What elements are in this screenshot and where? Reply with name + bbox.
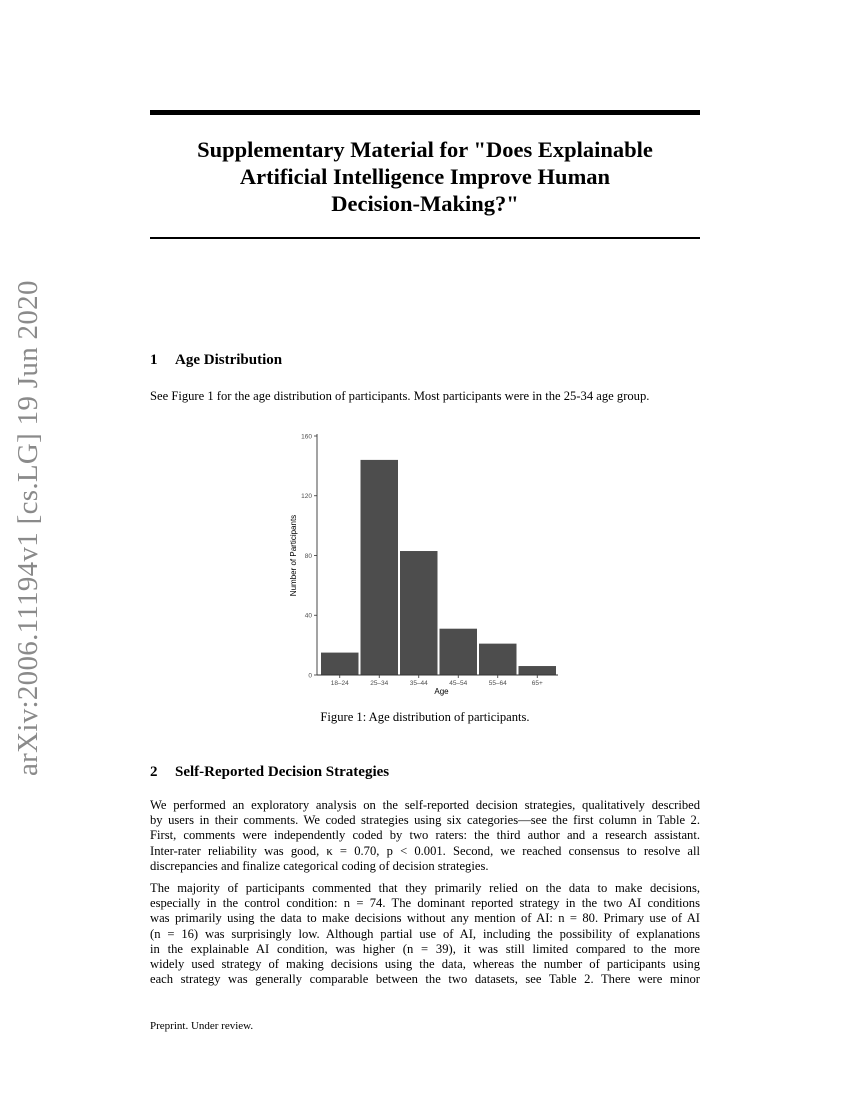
bar-18–24 xyxy=(321,653,359,675)
bar-55–64 xyxy=(479,644,517,675)
section-title: Age Distribution xyxy=(175,352,283,368)
bar-25–34 xyxy=(361,460,399,675)
text-line: especially in the control condition: n = 74. The dominant reported strategy in the two AI conditions xyxy=(150,896,700,911)
text-line: each strategy was generally comparable between the two datasets, see Table 2. There were minor xyxy=(150,972,700,987)
section-2-paragraph-1 xyxy=(150,798,700,874)
section-1-text: See Figure 1 for the age distribution of participants. Most participants were in the 25-34 age group. xyxy=(150,389,650,403)
title-line: Decision-Making?" xyxy=(331,191,519,216)
paper-title xyxy=(150,136,700,217)
y-tick-label: 40 xyxy=(304,612,312,620)
text-line: was primarily using the data to make decisions without any mention of AI: n = 80. Primary use of AI xyxy=(150,911,700,926)
x-tick-label: 55–64 xyxy=(488,680,507,687)
text-line: (n = 16) was surprisingly low. Although partial use of AI, including the possibility of explanations xyxy=(150,926,700,941)
title-bottom-rule xyxy=(150,237,700,239)
x-tick-label: 35–44 xyxy=(409,680,428,687)
bar-45–54 xyxy=(440,629,478,675)
preprint-footer: Preprint. Under review. xyxy=(150,1020,254,1032)
section-title: Self-Reported Decision Strategies xyxy=(175,764,390,780)
x-tick-label: 25–34 xyxy=(370,680,389,687)
x-tick-label: 45–54 xyxy=(449,680,468,687)
text-line: in the explainable AI condition, was higher (n = 39), it was still limited compared to the more xyxy=(150,941,700,956)
text-line: by users in their comments. We coded strategies using six categories—see the first column in Table 2. xyxy=(150,813,700,828)
y-tick-label: 160 xyxy=(301,433,312,441)
text-line: We performed an exploratory analysis on the self-reported decision strategies, qualitatively described xyxy=(150,798,700,812)
text-line: Inter-rater reliability was good, κ = 0.70, p < 0.001. Second, we reached consensus to resolve all xyxy=(150,843,700,858)
text-line: discrepancies and finalize categorical coding of decision strategies. xyxy=(150,858,489,873)
title-top-rule xyxy=(150,110,700,115)
y-tick-label: 0 xyxy=(308,672,312,680)
section-1-heading xyxy=(150,352,282,369)
text-line: widely used strategy of making decisions using the data, whereas the number of participants using xyxy=(150,957,700,972)
section-number: 1 xyxy=(150,352,158,368)
x-tick-label: 18–24 xyxy=(330,680,349,687)
y-tick-label: 120 xyxy=(301,493,312,501)
age-distribution-chart xyxy=(280,425,570,700)
title-line: Supplementary Material for "Does Explainable xyxy=(197,137,653,162)
arxiv-stamp: arXiv:2006.11194v1 [cs.LG] 19 Jun 2020 xyxy=(12,280,44,776)
text-line: First, comments were independently coded by two raters: the third author and a research assistant. xyxy=(150,828,700,843)
y-axis-label: Number of Participants xyxy=(289,514,298,597)
text-line: The majority of participants commented that they primarily relied on the data to make decisions, xyxy=(150,881,700,895)
figure-1-caption: Figure 1: Age distribution of participants. xyxy=(320,710,530,724)
bar-65+ xyxy=(519,666,557,675)
x-tick-label: 65+ xyxy=(531,680,543,687)
y-tick-label: 80 xyxy=(304,552,312,560)
bar-35–44 xyxy=(400,551,438,675)
section-number: 2 xyxy=(150,764,158,780)
section-2-paragraph-2 xyxy=(150,881,700,987)
title-line: Artificial Intelligence Improve Human xyxy=(239,164,611,189)
section-2-heading xyxy=(150,764,389,781)
x-axis-label: Age xyxy=(434,687,449,696)
